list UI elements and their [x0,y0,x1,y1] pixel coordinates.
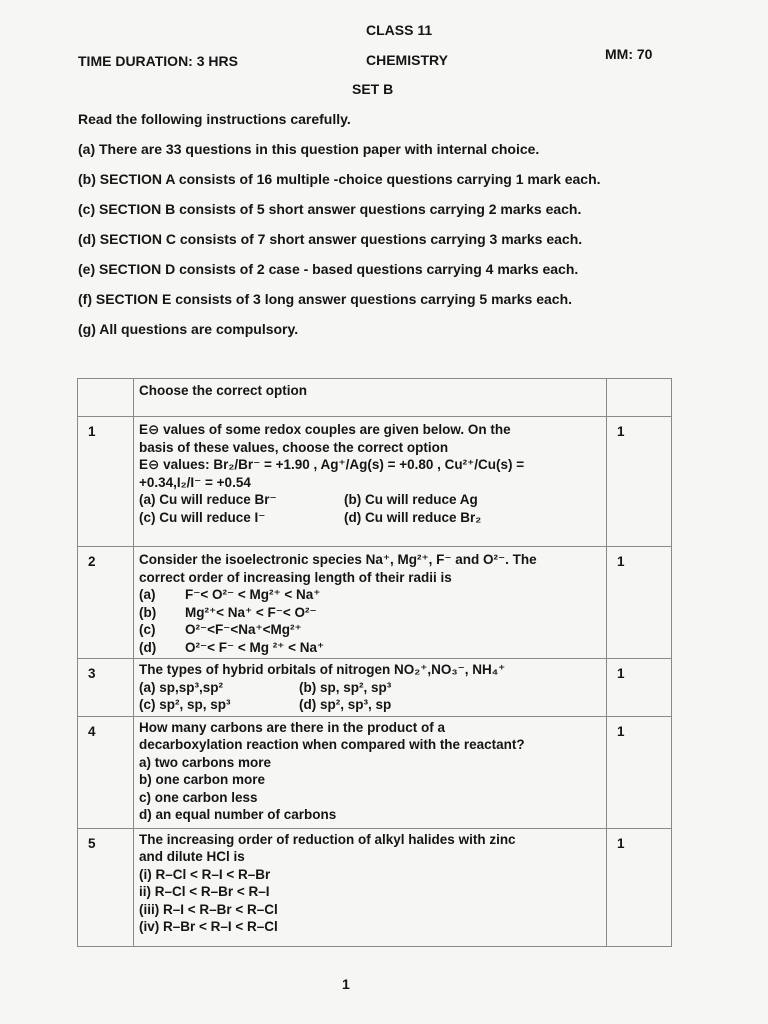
instruction-item: (e) SECTION D consists of 2 case - based questions carrying 4 marks each. [78,261,579,277]
question-line: The increasing order of reduction of alkyl halides with zinc [139,831,516,847]
option-label: (b) [139,604,157,620]
option: (c) Cu will reduce I⁻ [139,509,266,525]
question-line: a) two carbons more [139,754,272,770]
option-row [139,604,602,622]
question-line: b) one carbon more [139,772,266,787]
question-row [78,716,672,828]
question-row [78,828,672,946]
question-text [134,828,607,946]
option-label: (a) [139,587,156,602]
option-row [139,509,602,527]
question-row [78,417,672,547]
set-heading: SET B [352,81,394,97]
question-line: +0.34,I₂/I⁻ = +0.54 [139,474,251,490]
option: (c) sp², sp, sp³ [139,697,231,712]
question-line: correct order of increasing length of their radii is [139,569,452,585]
option-label: (d) [139,639,157,655]
subject-heading: CHEMISTRY [366,52,448,68]
option-row [139,639,602,657]
question-text [134,659,607,717]
question-line: Consider the isoelectronic species Na⁺, Mg²⁺, F⁻ and O²⁻. The [139,552,537,567]
question-line: decarboxylation reaction when compared with the reactant? [139,737,525,752]
question-line: c) one carbon less [139,789,258,805]
instruction-item: (c) SECTION B consists of 5 short answer questions carrying 2 marks each. [78,201,582,217]
option-row [139,586,602,604]
question-text [134,547,607,659]
max-marks: MM: 70 [605,46,653,62]
question-number: 2 [78,547,134,659]
option-row [139,491,602,509]
option: (a) sp,sp³,sp² [139,679,224,695]
instruction-item: (g) All questions are compulsory. [78,321,299,337]
option: (a) Cu will reduce Br⁻ [139,492,277,507]
option-label: (c) [139,622,156,637]
option: (d) sp², sp³, sp [299,697,392,712]
question-marks: 1 [607,828,672,946]
question-line: basis of these values, choose the correct option [139,439,449,455]
question-line: (i) R–Cl < R–I < R–Br [139,866,271,882]
instructions-block [78,110,718,350]
instruction-item: (a) There are 33 questions in this question paper with internal choice. [78,141,540,157]
question-text [134,417,607,547]
question-number: 1 [78,417,134,547]
table-heading-row [78,379,672,417]
option: Mg²⁺< Na⁺ < F⁻< O²⁻ [185,604,317,620]
instruction-item: (d) SECTION C consists of 7 short answer questions carrying 3 marks each. [78,231,583,247]
instruction-item: (b) SECTION A consists of 16 multiple -choice questions carrying 1 mark each. [78,171,601,187]
option: O²⁻<F⁻<Na⁺<Mg²⁺ [185,622,302,637]
question-line: How many carbons are there in the product of a [139,719,446,735]
section-heading: Choose the correct option [134,379,607,417]
question-row [78,547,672,659]
question-marks: 1 [607,547,672,659]
question-line: d) an equal number of carbons [139,807,337,822]
question-marks: 1 [607,417,672,547]
option-row [139,696,602,714]
instructions-intro: Read the following instructions carefully. [78,111,351,127]
question-marks: 1 [607,659,672,717]
question-line: (iii) R–I < R–Br < R–Cl [139,901,278,917]
questions-table [77,378,672,947]
instruction-item: (f) SECTION E consists of 3 long answer questions carrying 5 marks each. [78,291,573,307]
question-number: 5 [78,828,134,946]
option: (b) Cu will reduce Ag [344,492,478,507]
question-text [134,716,607,828]
question-number: 3 [78,659,134,717]
question-line: ii) R–Cl < R–Br < R–I [139,884,270,899]
question-row [78,659,672,717]
option: F⁻< O²⁻ < Mg²⁺ < Na⁺ [185,587,321,602]
question-line: E⊖ values: Br₂/Br⁻ = +1.90 , Ag⁺/Ag(s) = +0.80 , Cu²⁺/Cu(s) = [139,457,525,472]
page-number: 1 [342,976,350,992]
question-line: and dilute HCl is [139,849,245,864]
option-row [139,621,602,639]
option: O²⁻< F⁻ < Mg ²⁺ < Na⁺ [185,639,325,655]
option-row [139,679,602,697]
time-duration: TIME DURATION: 3 HRS [78,53,238,69]
option: (b) sp, sp², sp³ [299,679,392,695]
question-number: 4 [78,716,134,828]
question-line: E⊖ values of some redox couples are given below. On the [139,422,511,437]
question-marks: 1 [607,716,672,828]
question-line: (iv) R–Br < R–I < R–Cl [139,919,278,934]
option: (d) Cu will reduce Br₂ [344,509,482,525]
question-line: The types of hybrid orbitals of nitrogen NO₂⁺,NO₃⁻, NH₄⁺ [139,662,506,677]
class-heading: CLASS 11 [366,22,433,38]
